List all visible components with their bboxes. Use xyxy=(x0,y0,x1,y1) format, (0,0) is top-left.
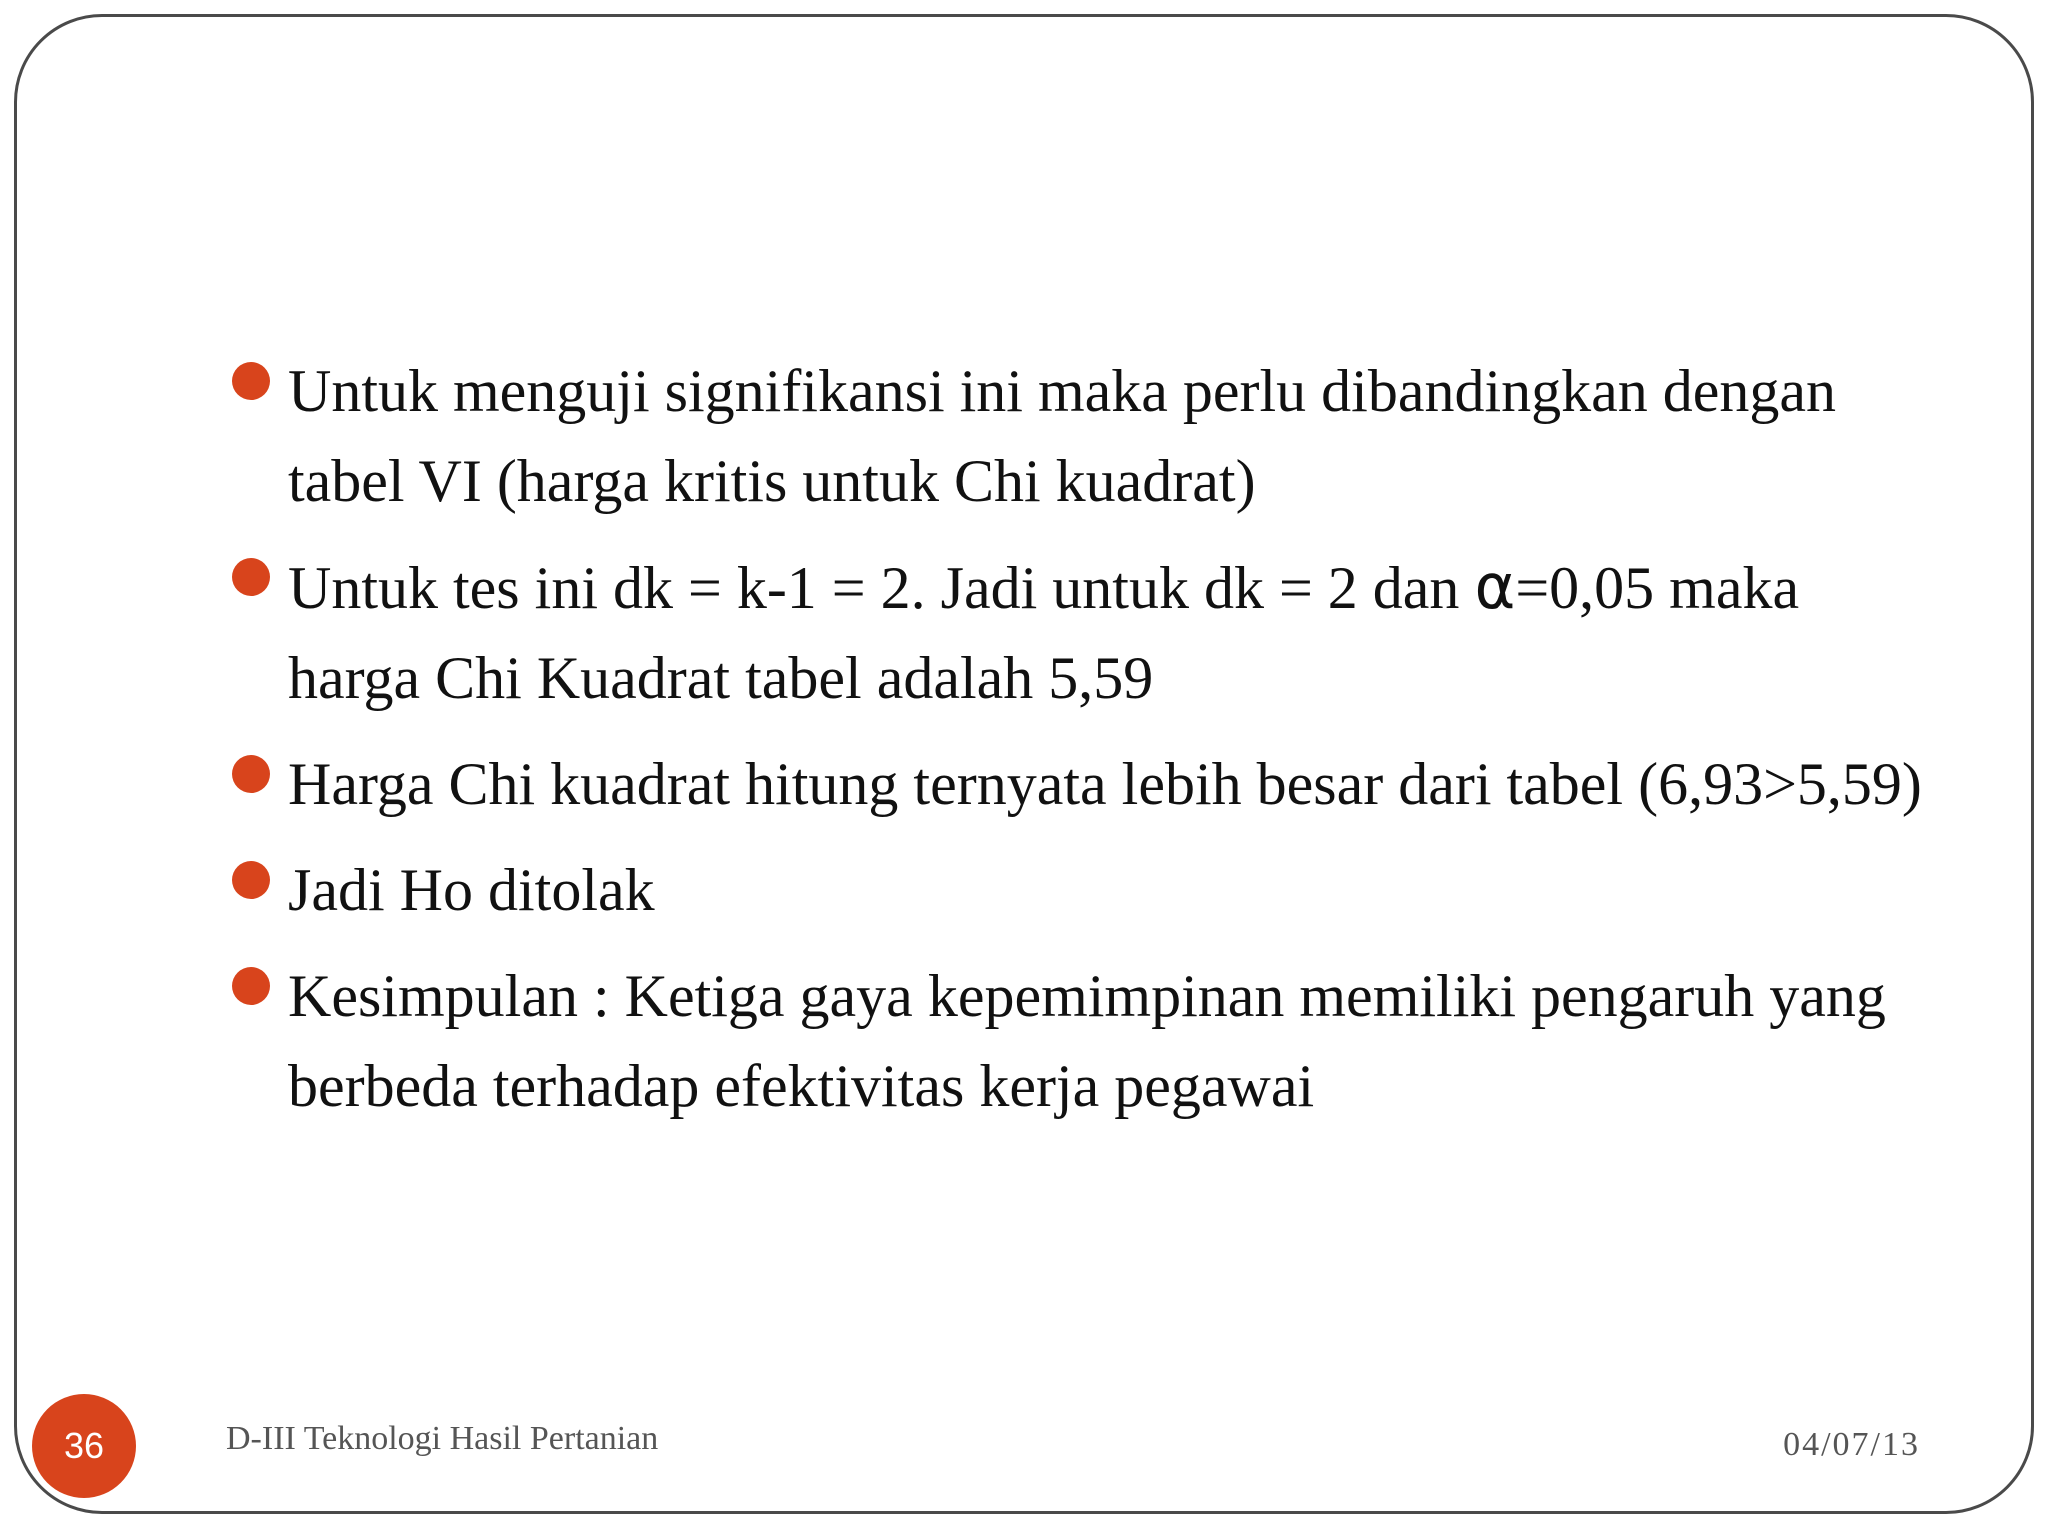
bullet-dot-icon xyxy=(232,861,270,899)
alpha-symbol: α xyxy=(1474,550,1516,623)
bullet-list xyxy=(232,346,1932,1147)
bullet-dot-icon xyxy=(232,967,270,1005)
bullet-text-5: Kesimpulan : Ketiga gaya kepemimpinan memiliki pengaruh yang berbeda terhadap efektivitas kerja pegawai xyxy=(288,963,1886,1119)
bullet-dot-icon xyxy=(232,362,270,400)
page-number-badge xyxy=(32,1394,136,1498)
bullet-item-4 xyxy=(232,845,1932,935)
bullet-item-1 xyxy=(232,346,1932,526)
bullet-dot-icon xyxy=(232,755,270,793)
bullet-text-1: Untuk menguji signifikansi ini maka perlu dibandingkan dengan tabel VI (harga kritis untuk Chi kuadrat) xyxy=(288,358,1837,514)
page-number: 36 xyxy=(63,1425,105,1466)
bullet-text-2-after: =0,05 maka harga Chi Kuadrat tabel adalah 5,59 xyxy=(288,555,1800,711)
bullet-item-3 xyxy=(232,739,1932,829)
bullet-dot-icon xyxy=(232,558,270,596)
footer-date: 04/07/13 xyxy=(1783,1426,1920,1463)
bullet-text-4: Jadi Ho ditolak xyxy=(288,857,655,923)
bullet-text-2-before: Untuk tes ini dk = k-1 = 2. Jadi untuk dk = 2 dan xyxy=(288,555,1475,621)
footer-department: D-III Teknologi Hasil Pertanian xyxy=(226,1420,659,1457)
bullet-text-3: Harga Chi kuadrat hitung ternyata lebih besar dari tabel (6,93>5,59) xyxy=(288,751,1922,817)
bullet-item-5 xyxy=(232,951,1932,1131)
bullet-item-2 xyxy=(232,542,1932,723)
